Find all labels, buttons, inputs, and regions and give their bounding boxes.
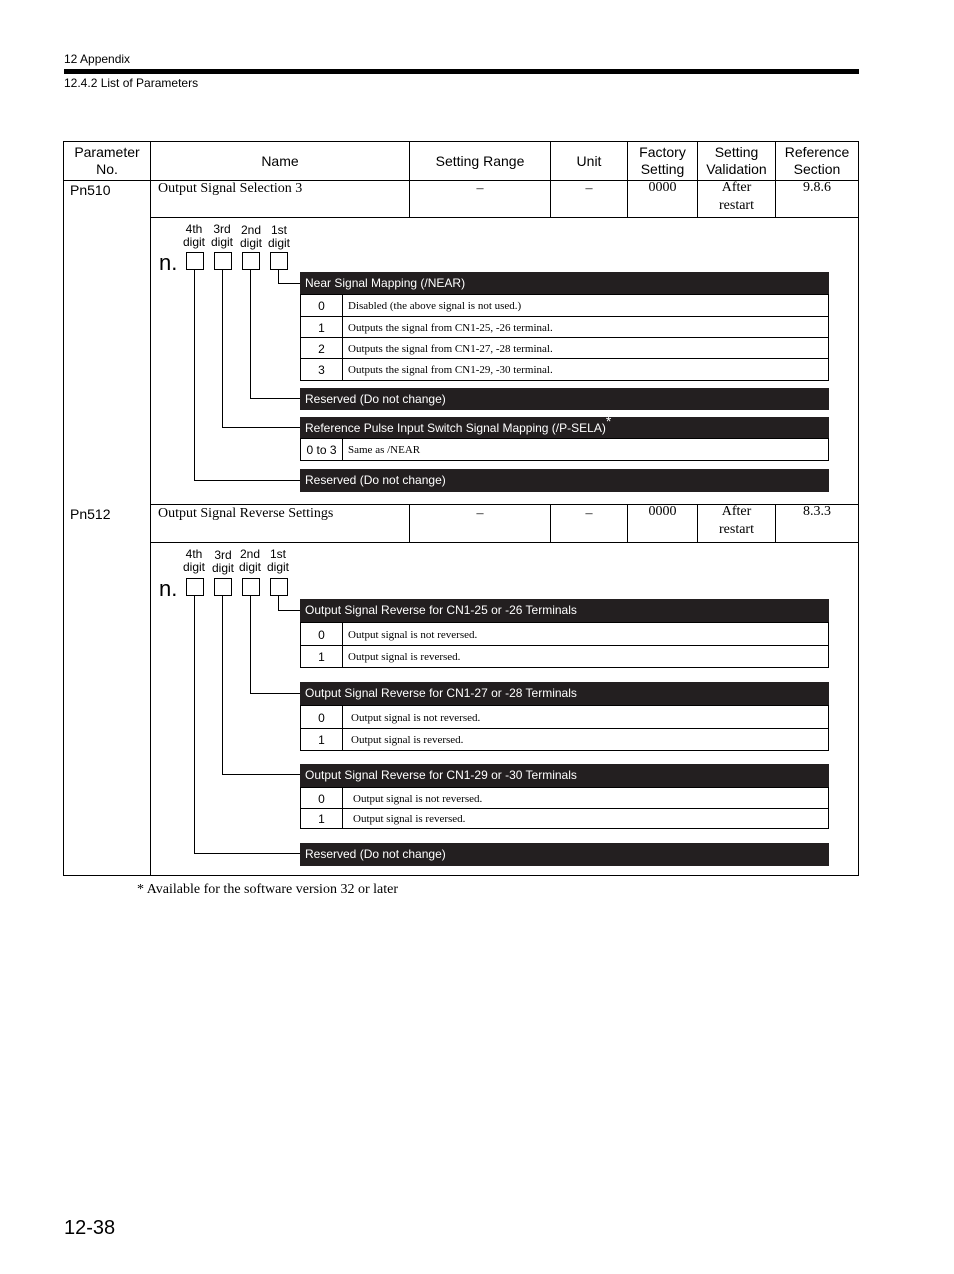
col-header-setting-range <box>410 142 550 180</box>
digit-word: digit <box>267 560 290 574</box>
option-value: Output signal is not reversed. <box>348 628 478 641</box>
validation-line: restart <box>719 198 754 213</box>
digit-ordinal: 1st <box>271 223 288 237</box>
col-header-line: Validation <box>706 161 767 177</box>
list-item <box>301 295 828 317</box>
option-key: 3 <box>301 359 343 380</box>
col-header-setting-validation <box>698 142 775 180</box>
connector-line <box>278 610 301 611</box>
p-sela-mapping-header <box>300 413 829 439</box>
digit-ordinal: 3rd <box>214 548 232 562</box>
near-signal-options <box>300 294 829 381</box>
digit-word: digit <box>212 561 235 575</box>
col-header-line: Factory <box>639 144 686 160</box>
param-name: Output Signal Selection 3 <box>158 181 303 196</box>
col-header-name <box>151 142 409 180</box>
option-key: 0 <box>301 788 343 809</box>
col-header-reference-section <box>776 142 858 180</box>
bar-title: Near Signal Mapping (/NEAR) <box>305 276 466 290</box>
option-value: Disabled (the above signal is not used.) <box>348 300 522 312</box>
connector-line <box>278 283 301 284</box>
reserved-bar <box>300 469 829 492</box>
option-value: Output signal is reversed. <box>348 651 461 663</box>
col-header-line: Section <box>793 161 841 177</box>
digit-word: digit <box>268 236 291 250</box>
digit-label-4th <box>183 548 205 574</box>
reserved-bar <box>300 843 829 866</box>
list-item <box>301 316 828 338</box>
list-item <box>301 706 828 729</box>
digit-box-2nd <box>242 578 260 596</box>
reference-section: 9.8.6 <box>803 180 831 195</box>
digit-label-4th <box>183 223 205 249</box>
col-header-line: Setting <box>640 161 685 177</box>
digit-label-3rd <box>211 223 233 249</box>
digit-label-3rd <box>212 549 234 575</box>
option-value: Outputs the signal from CN1-27, -28 terminal. <box>348 342 553 355</box>
reserved-bar <box>300 388 829 410</box>
connector-line <box>194 270 195 481</box>
digit-word: digit <box>211 235 234 249</box>
option-key: 1 <box>301 317 343 338</box>
col-header-line: No. <box>96 161 118 177</box>
option-value: Output signal is reversed. <box>351 734 464 746</box>
reverse-cn1-29-30-options <box>300 787 829 829</box>
digit-box-4th <box>186 252 204 270</box>
option-key: 0 <box>301 295 343 317</box>
bar-title: Output Signal Reverse for CN1-27 or -28 Terminals <box>305 686 577 700</box>
digit-ordinal: 1st <box>270 547 287 561</box>
digit-box-3rd <box>214 252 232 270</box>
col-header-parameter-no <box>64 142 150 180</box>
list-item <box>301 358 828 380</box>
col-header-unit <box>551 142 627 180</box>
option-key: 0 <box>301 623 343 646</box>
col-header-line: Setting <box>714 144 759 160</box>
digit-box-1st <box>270 252 288 270</box>
connector-line <box>250 596 251 694</box>
col-header-line: Reference <box>784 144 850 160</box>
unit: – <box>585 181 593 196</box>
page-number: 12-38 <box>64 1217 116 1239</box>
option-key: 1 <box>301 809 343 829</box>
option-value: Same as /NEAR <box>348 443 421 456</box>
reference-section: 8.3.3 <box>803 504 831 519</box>
connector-line <box>194 596 195 854</box>
option-key: 2 <box>301 338 343 359</box>
digit-ordinal: 4th <box>185 547 203 561</box>
digit-word: digit <box>183 235 206 249</box>
bar-title: Reference Pulse Input Switch Signal Mapping (/P-SELA) <box>305 421 606 435</box>
connector-line <box>222 270 223 428</box>
connector-line <box>250 693 301 694</box>
bar-title: Reserved (Do not change) <box>305 392 446 406</box>
near-signal-mapping-header <box>300 272 829 295</box>
connector-line <box>222 596 223 775</box>
col-header-line: Parameter <box>74 144 140 160</box>
digit-label-2nd <box>239 548 261 574</box>
digit-ordinal: 2nd <box>239 547 261 561</box>
list-item <box>301 439 828 460</box>
digit-word: digit <box>183 560 206 574</box>
connector-line <box>278 270 279 284</box>
digit-box-1st <box>270 578 288 596</box>
setting-validation <box>698 179 775 215</box>
section-label: 12.4.2 List of Parameters <box>64 76 199 90</box>
digit-ordinal: 2nd <box>240 223 262 237</box>
bar-title: Output Signal Reverse for CN1-25 or -26 Terminals <box>305 603 577 617</box>
digit-box-4th <box>186 578 204 596</box>
digit-word: digit <box>240 236 263 250</box>
list-item <box>301 623 828 646</box>
reverse-cn1-29-30-header <box>300 764 829 788</box>
connector-line <box>278 596 279 611</box>
validation-line: After <box>721 504 752 519</box>
list-item <box>301 808 828 829</box>
option-key: 1 <box>301 646 343 668</box>
option-value: Output signal is reversed. <box>353 813 466 825</box>
digit-word: digit <box>239 560 262 574</box>
bar-title: Reserved (Do not change) <box>305 473 446 487</box>
digit-box-3rd <box>214 578 232 596</box>
footnote: * Available for the software version 32 or later <box>137 882 398 897</box>
footnote-marker: * <box>605 413 612 429</box>
digit-box-2nd <box>242 252 260 270</box>
list-item <box>301 728 828 751</box>
col-header-line: Name <box>261 152 299 169</box>
connector-line <box>194 480 301 481</box>
option-key: 0 <box>301 706 343 729</box>
digit-label-2nd <box>240 224 262 250</box>
validation-line: restart <box>719 522 754 537</box>
digit-ordinal: 4th <box>185 222 203 236</box>
validation-line: After <box>721 180 752 195</box>
reverse-cn1-27-28-header <box>300 682 829 706</box>
reverse-cn1-27-28-options <box>300 705 829 751</box>
param-no-pn510: Pn510 <box>70 182 111 198</box>
bar-title: Reserved (Do not change) <box>305 847 446 861</box>
digit-label-1st <box>267 548 289 574</box>
list-item <box>301 645 828 668</box>
parameter-prefix: n. <box>159 576 178 601</box>
setting-validation <box>698 503 775 539</box>
chapter-label: 12 Appendix <box>64 52 131 66</box>
setting-range: – <box>476 506 484 521</box>
param-name: Output Signal Reverse Settings <box>158 506 334 521</box>
option-key: 0 to 3 <box>301 439 343 460</box>
list-item <box>301 788 828 809</box>
factory-setting: 0000 <box>648 180 677 195</box>
option-value: Outputs the signal from CN1-29, -30 terminal. <box>348 363 553 376</box>
setting-range: – <box>476 181 484 196</box>
p-sela-options <box>300 438 829 461</box>
connector-line <box>222 774 301 775</box>
connector-line <box>222 427 301 428</box>
param-no-pn512: Pn512 <box>70 506 111 522</box>
factory-setting: 0000 <box>648 504 677 519</box>
col-header-factory-setting <box>628 142 697 180</box>
connector-line <box>250 398 301 399</box>
header-rule <box>64 69 859 74</box>
col-header-line: Setting Range <box>435 152 525 169</box>
reverse-cn1-25-26-header <box>300 599 829 623</box>
reverse-cn1-25-26-options <box>300 622 829 668</box>
bar-title: Output Signal Reverse for CN1-29 or -30 Terminals <box>305 768 577 782</box>
unit: – <box>585 506 593 521</box>
option-value: Outputs the signal from CN1-25, -26 terminal. <box>348 321 553 334</box>
option-value: Output signal is not reversed. <box>353 792 483 805</box>
digit-label-1st <box>268 224 290 250</box>
col-header-line: Unit <box>576 152 602 169</box>
list-item <box>301 337 828 359</box>
parameter-prefix: n. <box>159 250 178 275</box>
digit-ordinal: 3rd <box>213 222 231 236</box>
option-key: 1 <box>301 729 343 751</box>
option-value: Output signal is not reversed. <box>351 711 481 724</box>
connector-line <box>250 270 251 399</box>
connector-line <box>194 853 301 854</box>
